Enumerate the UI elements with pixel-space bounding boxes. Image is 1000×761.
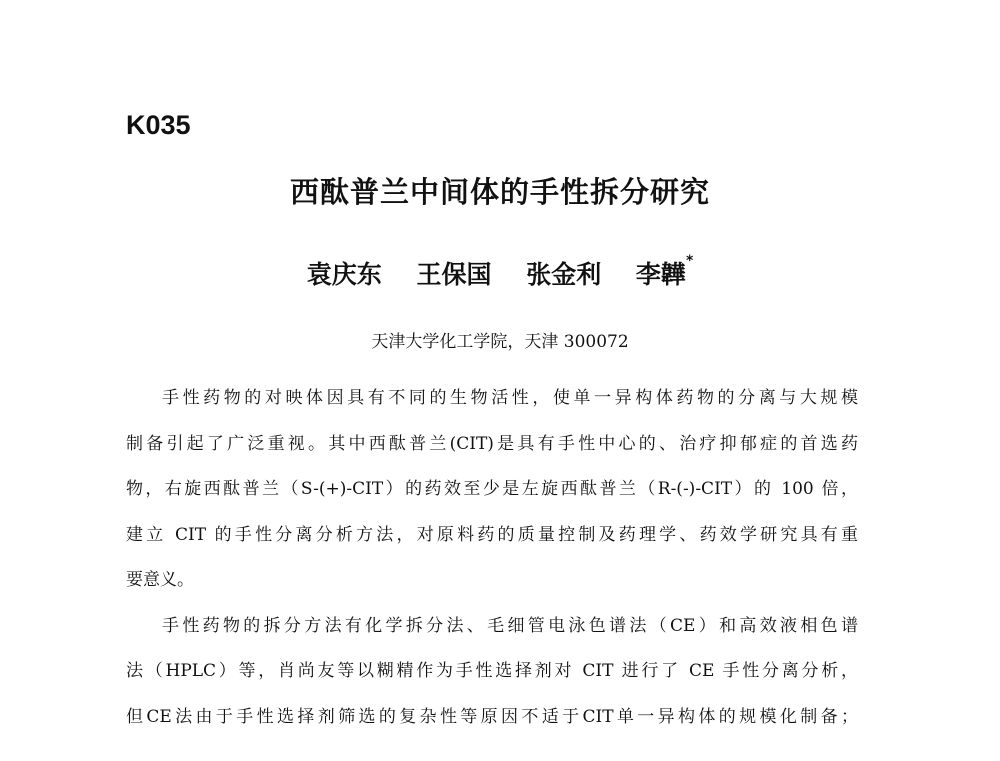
paragraph — [126, 610, 858, 747]
paper-code: K035 — [126, 110, 191, 140]
author-list — [0, 255, 1000, 291]
body-text — [126, 382, 858, 746]
paragraph-line: 物，右旋西酞普兰（S-(+)-CIT）的药效至少是左旋西酞普兰（R-(-)-CIT）的 100 倍， — [126, 479, 858, 499]
author-name: 袁庆东 — [306, 260, 382, 289]
affiliation: 天津大学化工学院，天津 300072 — [371, 332, 629, 352]
paragraph — [126, 382, 858, 610]
author-name: 王保国 — [416, 260, 492, 289]
paragraph-line: 手性药物的拆分方法有化学拆分法、毛细管电泳色谱法（CE）和高效液相色谱 — [162, 615, 858, 636]
paragraph-line: 制备引起了广泛重视。其中西酞普兰(CIT)是具有手性中心的、治疗抑郁症的首选药 — [126, 433, 858, 454]
paragraph-line: 建立 CIT 的手性分离分析方法，对原料药的质量控制及药理学、药效学研究具有重 — [126, 524, 858, 545]
corresponding-author — [636, 255, 693, 291]
paragraph-line: 手性药物的对映体因具有不同的生物活性，使单一异构体药物的分离与大规模 — [162, 388, 858, 408]
paragraph-line: 但CE法由于手性选择剂筛选的复杂性等原因不适于CIT单一异构体的规模化制备； — [126, 706, 858, 727]
paragraph-line: 要意义。 — [126, 570, 194, 590]
corresponding-mark: * — [685, 253, 694, 269]
paper-title: 西酞普兰中间体的手性拆分研究 — [289, 175, 710, 209]
author-name: 张金利 — [526, 260, 602, 289]
paragraph-line: 法（HPLC）等，肖尚友等以糊精作为手性选择剂对 CIT 进行了 CE 手性分离分析， — [126, 661, 858, 681]
author-name: 李韡 — [635, 260, 686, 289]
